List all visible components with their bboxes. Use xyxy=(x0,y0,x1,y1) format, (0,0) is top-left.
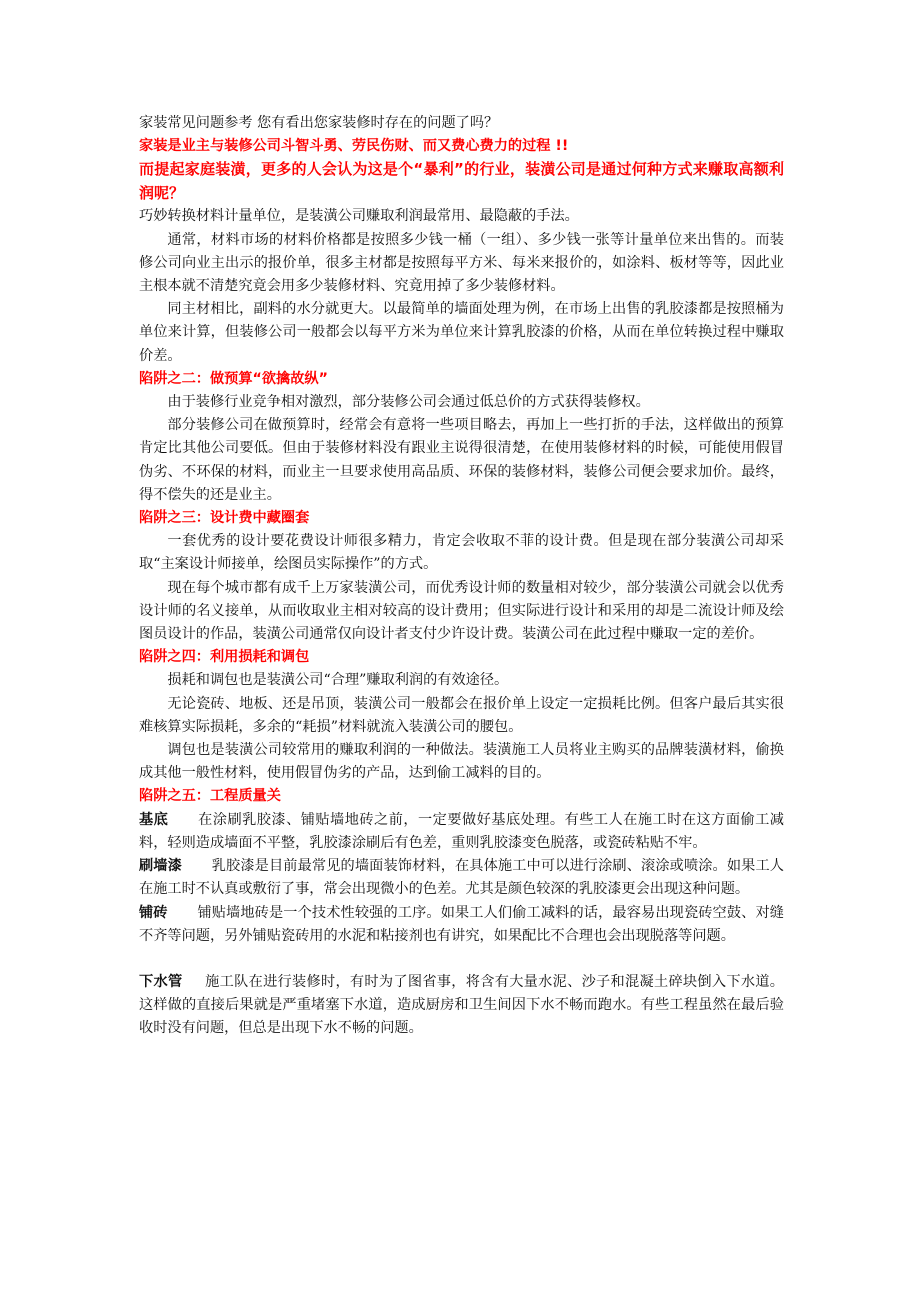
quality-item-drain xyxy=(139,971,784,1041)
quality-item-base xyxy=(139,809,784,855)
trap4-paragraph-3: 调包也是装潢公司较常用的赚取利润的一种做法。装潢施工人员将业主购买的品牌装潢材料，偷换成其他一般性材料，使用假冒伪劣的产品，达到偷工减料的目的。 xyxy=(139,742,784,782)
quality-term-drain: 下水管 xyxy=(139,973,183,990)
trap3-heading: 陷阱之三：设计费中藏圈套 xyxy=(139,510,310,527)
quality-text-paint: 乳胶漆是目前最常见的墙面装饰材料，在具体施工中可以进行涂刷、滚涂或喷涂。如果工人在施工时不认真或敷衍了事，常会出现微小的色差。尤其是颜色较深的乳胶漆更会出现这种问题。 xyxy=(139,858,784,898)
trap1-lead: 巧妙转换材料计量单位，是装潢公司赚取利润最常用、最隐蔽的手法。 xyxy=(139,208,579,225)
headline-2: 而提起家庭装潢，更多的人会认为这是个“暴利”的行业，装潢公司是通过何种方式来赚取高额利润呢？ xyxy=(139,160,784,202)
trap3-paragraph-2: 现在每个城市都有成千上万家装潢公司，而优秀设计师的数量相对较少，部分装潢公司就会以优秀设计师的名义接单，从而收取业主相对较高的设计费用；但实际进行设计和采用的却是二流设计师及绘图员设计的作品，装潢公司通常仅向设计者支付少许设计费。装潢公司在此过程中赚取一定的差价。 xyxy=(139,579,784,643)
quality-term-base: 基底 xyxy=(139,811,169,828)
quality-text-base: 在涂刷乳胶漆、铺贴墙地砖之前，一定要做好基底处理。有些工人在施工时在这方面偷工减料，轻则造成墙面不平整，乳胶漆涂刷后有色差，重则乳胶漆变色脱落，或瓷砖粘贴不牢。 xyxy=(139,811,784,851)
document-title: 家装常见问题参考 您有看出您家装修时存在的问题了吗？ xyxy=(139,115,499,131)
paragraph-spacer xyxy=(139,948,784,971)
quality-item-paint xyxy=(139,855,784,901)
trap4-paragraph-2: 无论瓷砖、地板、还是吊顶，装潢公司一般都会在报价单上设定一定损耗比例。但客户最后其实很难核算实际损耗，多余的“耗损”材料就流入装潢公司的腰包。 xyxy=(139,695,784,735)
document-body xyxy=(139,112,784,1041)
trap3-paragraph-1: 一套优秀的设计要花费设计师很多精力，肯定会收取不菲的设计费。但是现在部分装潢公司却采取“主案设计师接单，绘图员实际操作”的方式。 xyxy=(139,533,784,573)
trap1-paragraph-2: 同主材相比，副料的水分就更大。以最简单的墙面处理为例，在市场上出售的乳胶漆都是按照桶为单位来计算，但装修公司一般都会以每平方米为单位来计算乳胶漆的价格，从而在单位转换过程中赚取价差。 xyxy=(139,301,784,364)
headline-1: 家装是业主与装修公司斗智斗勇、劳民伤财、而又费心费力的过程 !! xyxy=(139,138,569,155)
quality-text-drain: 施工队在进行装修时，有时为了图省事，将含有大量水泥、沙子和混凝土碎块倒入下水道。这样做的直接后果就是严重堵塞下水道，造成厨房和卫生间因下水不畅而跑水。有些工程虽然在最后验收时没有问题，但总是出现下水不畅的问题。 xyxy=(139,973,784,1037)
quality-term-paint: 刷墙漆 xyxy=(139,858,182,875)
trap1-paragraph-1: 通常，材料市场的材料价格都是按照多少钱一桶（一组）、多少钱一张等计量单位来出售的。而装修公司向业主出示的报价单，很多主材都是按照每平方米、每米来报价的，如涂料、板材等等，因此业主根本就不清楚究竟会用多少装修材料、究竟用掉了多少装修材料。 xyxy=(139,231,784,295)
trap2-heading: 陷阱之二：做预算“欲擒故纵” xyxy=(139,370,328,387)
quality-term-tile: 铺砖 xyxy=(139,904,168,921)
trap4-heading: 陷阱之四：利用损耗和调包 xyxy=(139,649,310,666)
quality-item-tile xyxy=(139,902,784,948)
quality-text-tile: 铺贴墙地砖是一个技术性较强的工序。如果工人们偷工减料的话，最容易出现瓷砖空鼓、对缝不齐等问题，另外铺贴瓷砖用的水泥和粘接剂也有讲究，如果配比不合理也会出现脱落等问题。 xyxy=(139,904,784,944)
trap2-paragraph-1: 由于装修行业竞争相对激烈，部分装修公司会通过低总价的方式获得装修权。 xyxy=(167,394,650,411)
trap5-heading: 陷阱之五：工程质量关 xyxy=(139,788,281,805)
trap2-paragraph-2: 部分装修公司在做预算时，经常会有意将一些项目略去，再加上一些打折的手法，这样做出的预算肯定比其他公司要低。但由于装修材料没有跟业主说得很清楚，在使用装修材料的时候，可能使用假冒伪劣、不环保的材料，而业主一旦要求使用高品质、环保的装修材料，装修公司便会要求加价。最终，得不偿失的还是业主。 xyxy=(139,417,784,503)
trap4-paragraph-1: 损耗和调包也是装潢公司“合理”赚取利润的有效途径。 xyxy=(167,672,509,689)
